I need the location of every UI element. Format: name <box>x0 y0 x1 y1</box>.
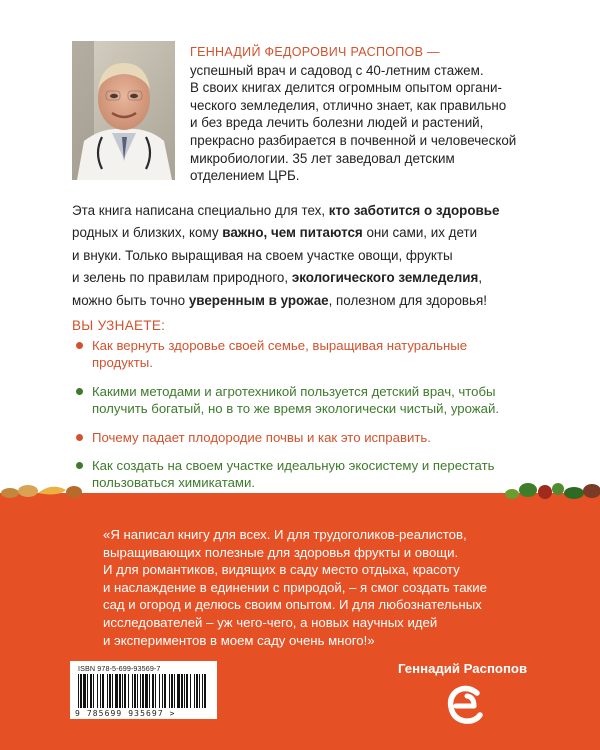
barcode-bar <box>152 674 154 708</box>
barcode-bar <box>137 674 138 708</box>
barcode-bar <box>184 674 185 708</box>
quote-line: и наслаждение в единении с природой, – я смог создать такие <box>103 579 488 595</box>
barcode-bar <box>171 674 173 708</box>
barcode-bar <box>109 674 111 708</box>
barcode-bar <box>174 674 175 708</box>
author-name: ГЕННАДИЙ ФЕДОРОВИЧ РАСПОПОВ — <box>190 45 440 59</box>
description-line <box>72 222 542 244</box>
quote-line: исследователей – уж чего-чего, а новых научных идей <box>103 614 438 630</box>
bio-line: и без вреда лечить болезни людей и растений, <box>190 115 484 131</box>
barcode-bar <box>186 674 188 708</box>
barcode-bar <box>177 674 180 708</box>
barcode-bar <box>115 674 118 708</box>
learn-item-line: Как вернуть здоровье своей семье, выращивая натуральные <box>92 338 468 353</box>
beet-icon <box>583 484 600 498</box>
quote-line: выращивающих полезные для здоровья фрукты и овощи. <box>103 544 459 560</box>
description-line <box>72 267 542 289</box>
author-quote <box>103 526 543 649</box>
tomato-icon <box>538 485 552 499</box>
text-run: и зелень по правилам природного, <box>72 270 292 286</box>
book-description <box>72 200 542 312</box>
barcode-bar <box>194 674 195 708</box>
text-run: , полезном для здоровья! <box>328 292 487 308</box>
potato-icon <box>1 488 19 498</box>
barcode-bar <box>112 674 113 708</box>
learn-item-line: Какими методами и агротехникой пользуется детский врач, чтобы <box>92 383 496 399</box>
barcode-bar <box>196 674 198 708</box>
barcode-bar <box>145 674 148 708</box>
author-photo <box>72 41 175 180</box>
learn-item-line: Почему падает плодородие почвы и как это исправить. <box>92 429 431 445</box>
barcode-bar <box>124 674 126 708</box>
learn-heading: ВЫ УЗНАЕТЕ: <box>72 318 166 333</box>
learn-item-line: получить богатый, но в то же время экологически чистый, урожай. <box>92 401 499 417</box>
eksmo-logo-icon <box>447 685 485 725</box>
learn-item-line: продукты. <box>92 355 153 371</box>
quote-author: Геннадий Распопов <box>398 661 528 676</box>
learn-item-line: Как создать на своем участке идеальную экосистему и перестать <box>92 458 495 474</box>
barcode-bar <box>78 674 79 708</box>
text-run: родных и близких, кому <box>72 225 223 241</box>
barcode-bar <box>204 674 206 708</box>
vegetables-decoration <box>0 478 600 502</box>
bio-line: ческого земледелия, отлично знает, как правильно <box>190 97 507 113</box>
bullet-dot-icon <box>76 388 83 395</box>
ean-digits: 9 785699 935697 > <box>75 709 176 718</box>
barcode-bar <box>122 674 123 708</box>
quote-line: сад и огород и делюсь своим опытом. И для любознательных <box>103 597 482 613</box>
barcode-bar <box>119 674 121 708</box>
barcode-bar <box>149 674 150 708</box>
quote-line: и экспериментов в моем саду очень много!» <box>103 632 375 648</box>
bullet-dot-icon <box>76 434 83 441</box>
barcode-bar <box>87 674 88 708</box>
barcode-bar <box>199 674 200 708</box>
text-run: можно быть точно <box>72 292 189 308</box>
barcode-bar <box>159 674 160 708</box>
description-line: и внуки. Только выращивая на своем участке овощи, фрукты <box>72 247 453 263</box>
barcode-bar <box>97 674 98 708</box>
bio-line: В своих книгах делится огромным опытом органи- <box>190 80 502 96</box>
pepper-icon <box>552 483 564 495</box>
barcode-bar <box>134 674 136 708</box>
author-portrait-image <box>72 41 175 180</box>
barcode-bars <box>76 674 210 708</box>
barcode-bar <box>83 674 86 708</box>
learn-item-line: пользоваться химикатами. <box>92 475 256 491</box>
barcode-bar <box>169 674 170 708</box>
barcode-bar <box>202 674 203 708</box>
bullet-dot-icon <box>76 342 83 349</box>
barcode-bar <box>107 674 108 708</box>
emphasis-text: экологического земледелия <box>291 270 479 286</box>
emphasis-text: важно, чем питаются <box>222 225 363 241</box>
text-run: , <box>478 270 483 286</box>
onion-icon <box>66 486 82 498</box>
bio-line: успешный врач и садовод с 40-летним стажем. <box>190 62 484 78</box>
learn-item <box>72 429 542 446</box>
potato-icon <box>18 485 38 497</box>
bullet-dot-icon <box>76 462 83 469</box>
text-run: они сами, их дети <box>362 225 478 241</box>
barcode-bar <box>132 674 133 708</box>
emphasis-text: кто заботится о здоровье <box>328 203 500 218</box>
barcode <box>70 661 217 719</box>
barcode-bar <box>102 674 104 708</box>
leaf-icon <box>505 489 519 499</box>
barcode-bar <box>93 674 94 708</box>
barcode-bar <box>100 674 101 708</box>
emphasis-text: уверенным в урожае <box>188 292 329 308</box>
barcode-bar <box>140 674 141 708</box>
author-bio <box>190 44 530 185</box>
quote-line: «Я написал книгу для всех. И для трудоголиков-реалистов, <box>103 527 467 542</box>
description-line <box>72 290 542 312</box>
cabbage-icon <box>519 483 537 497</box>
bio-line: микробиологии. 35 лет заведовал детским <box>190 150 455 166</box>
barcode-bar <box>142 674 144 708</box>
description-line <box>72 200 542 222</box>
barcode-bar <box>80 674 82 708</box>
barcode-bar <box>128 674 129 708</box>
squash-icon <box>38 487 66 495</box>
bio-line: отделением ЦРБ. <box>190 168 300 184</box>
text-run: Эта книга написана специально для тех, <box>72 203 329 218</box>
isbn-text: ISBN 978-5-699-93569-7 <box>78 664 161 673</box>
barcode-bar <box>181 674 183 708</box>
barcode-bar <box>90 674 92 708</box>
learn-item <box>72 337 542 372</box>
barcode-bar <box>164 674 166 708</box>
cucumber-icon <box>564 487 584 499</box>
barcode-bar <box>190 674 191 708</box>
barcode-bar <box>155 674 156 708</box>
bio-line: прекрасно разбирается в почвенной и человеческой <box>190 132 517 148</box>
barcode-bar <box>162 674 163 708</box>
quote-line: И для романтиков, видящих в саду место отдыха, красоту <box>103 562 460 578</box>
learn-item <box>72 383 542 418</box>
